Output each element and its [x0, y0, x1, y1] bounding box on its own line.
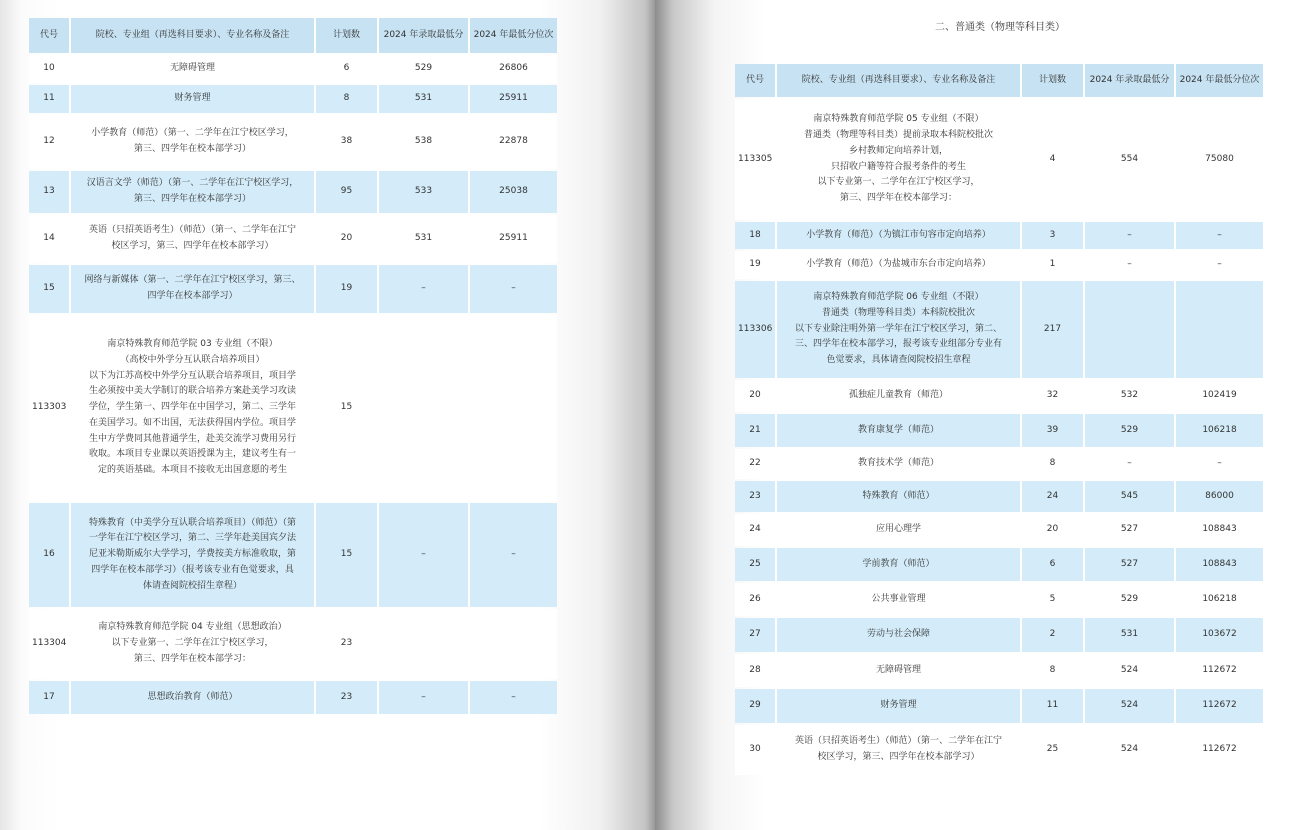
cell-plan: 20	[316, 215, 377, 263]
cell-min-rank: 112672	[1176, 689, 1263, 723]
cell-code: 19	[735, 251, 775, 279]
cell-min-score: 554	[1085, 99, 1174, 220]
cell-min-score: –	[1085, 222, 1174, 249]
cell-min-score: 538	[379, 115, 468, 169]
table-row	[735, 449, 1263, 479]
cell-min-score: 524	[1085, 654, 1174, 687]
cell-code: 21	[735, 414, 775, 447]
cell-min-rank: 86000	[1176, 481, 1263, 512]
table-row	[29, 115, 557, 169]
header-code: 代号	[735, 64, 775, 97]
header-row	[735, 64, 1263, 97]
cell-code: 26	[735, 583, 775, 616]
table-row	[735, 583, 1263, 616]
cell-plan: 6	[1022, 548, 1083, 581]
cell-min-score	[1085, 281, 1174, 378]
cell-name: 南京特殊教育师范学院 04 专业组（思想政治） 以下专业第一、二学年在江宁校区学习， 第三、四学年在校本部学习：	[71, 609, 314, 679]
cell-plan: 8	[1022, 449, 1083, 479]
cell-plan: 8	[1022, 654, 1083, 687]
cell-min-score: –	[379, 265, 468, 313]
cell-plan: 5	[1022, 583, 1083, 616]
cell-min-score	[379, 315, 468, 501]
header-min-score: 2024 年录取最低分	[1085, 64, 1174, 97]
cell-min-score: 524	[1085, 725, 1174, 775]
cell-min-rank: 112672	[1176, 725, 1263, 775]
cell-min-rank: –	[1176, 449, 1263, 479]
cell-code: 27	[735, 618, 775, 652]
header-row	[29, 18, 557, 53]
cell-code: 15	[29, 265, 69, 313]
cell-name: 南京特殊教育师范学院 05 专业组（不限） 普通类（物理等科目类）提前录取本科院校批次 乡村教师定向培养计划， 只招收户籍等符合报考条件的考生 以下专业第一、二学年在江宁校区学习， 第三、四学年在校本部学习：	[777, 99, 1020, 220]
cell-code: 22	[735, 449, 775, 479]
cell-code: 12	[29, 115, 69, 169]
cell-code: 17	[29, 681, 69, 714]
cell-min-score: 531	[379, 85, 468, 113]
table-row	[735, 222, 1263, 249]
cell-name: 财务管理	[71, 85, 314, 113]
cell-min-rank: 22878	[470, 115, 557, 169]
cell-name: 思想政治教育（师范）	[71, 681, 314, 714]
cell-min-score: 527	[1085, 514, 1174, 546]
table-row	[735, 481, 1263, 512]
table-row	[735, 380, 1263, 412]
cell-min-score: 531	[379, 215, 468, 263]
header-min-rank: 2024 年最低分位次	[1176, 64, 1263, 97]
header-plan: 计划数	[1022, 64, 1083, 97]
cell-code: 14	[29, 215, 69, 263]
cell-min-rank: –	[470, 265, 557, 313]
table-row	[29, 171, 557, 213]
section-title: 二、普通类（物理等科目类）	[935, 22, 1065, 33]
cell-code: 11	[29, 85, 69, 113]
table-row	[735, 689, 1263, 723]
cell-min-rank	[1176, 281, 1263, 378]
cell-plan: 1	[1022, 251, 1083, 279]
cell-plan: 32	[1022, 380, 1083, 412]
cell-min-score: 529	[379, 55, 468, 83]
cell-name: 应用心理学	[777, 514, 1020, 546]
cell-min-rank: 75080	[1176, 99, 1263, 220]
cell-code: 16	[29, 503, 69, 607]
cell-code: 113303	[29, 315, 69, 501]
table-row	[735, 654, 1263, 687]
cell-plan: 4	[1022, 99, 1083, 220]
cell-min-score: 524	[1085, 689, 1174, 723]
cell-min-rank: 102419	[1176, 380, 1263, 412]
cell-name: 网络与新媒体（第一、二学年在江宁校区学习，第三、 四学年在校本部学习）	[71, 265, 314, 313]
cell-code: 23	[735, 481, 775, 512]
cell-plan: 11	[1022, 689, 1083, 723]
header-plan: 计划数	[316, 18, 377, 53]
cell-name: 孤独症儿童教育（师范）	[777, 380, 1020, 412]
header-min-rank: 2024 年最低分位次	[470, 18, 557, 53]
table-row	[735, 414, 1263, 447]
cell-min-score: 529	[1085, 414, 1174, 447]
cell-min-score: 545	[1085, 481, 1174, 512]
cell-min-rank: 26806	[470, 55, 557, 83]
cell-min-rank: 25911	[470, 215, 557, 263]
table-row	[29, 265, 557, 313]
cell-name: 劳动与社会保障	[777, 618, 1020, 652]
cell-plan: 6	[316, 55, 377, 83]
table-row	[29, 55, 557, 83]
cell-min-rank: 106218	[1176, 414, 1263, 447]
cell-code: 18	[735, 222, 775, 249]
cell-code: 20	[735, 380, 775, 412]
cell-name: 财务管理	[777, 689, 1020, 723]
cell-plan: 38	[316, 115, 377, 169]
cell-plan: 2	[1022, 618, 1083, 652]
cell-min-rank: –	[1176, 251, 1263, 279]
cell-name: 特殊教育（中美学分互认联合培养项目）（师范）（第 一学年在江宁校区学习，第二、三学年赴美国宾夕法 尼亚米勒斯威尔大学学习，学费按美方标准收取，第 四学年在校本部学习）（报考该专业有色觉要求，具 体请查阅院校招生章程）	[71, 503, 314, 607]
cell-plan: 217	[1022, 281, 1083, 378]
table-row	[29, 681, 557, 714]
table-row	[735, 514, 1263, 546]
cell-plan: 39	[1022, 414, 1083, 447]
cell-name: 公共事业管理	[777, 583, 1020, 616]
cell-min-score: –	[379, 681, 468, 714]
header-code: 代号	[29, 18, 69, 53]
cell-min-score: –	[379, 503, 468, 607]
cell-code: 25	[735, 548, 775, 581]
cell-name: 小学教育（师范）（为镇江市句容市定向培养）	[777, 222, 1020, 249]
cell-name: 小学教育（师范）（为盐城市东台市定向培养）	[777, 251, 1020, 279]
cell-plan: 8	[316, 85, 377, 113]
cell-min-rank: 25038	[470, 171, 557, 213]
header-name: 院校、专业组（再选科目要求）、专业名称及备注	[777, 64, 1020, 97]
cell-name: 学前教育（师范）	[777, 548, 1020, 581]
cell-plan: 95	[316, 171, 377, 213]
cell-name: 英语（只招英语考生）（师范）（第一、二学年在江宁 校区学习，第三、四学年在校本部学习）	[777, 725, 1020, 775]
table-row	[29, 315, 557, 501]
cell-min-score: 531	[1085, 618, 1174, 652]
cell-plan: 23	[316, 609, 377, 679]
cell-name: 教育康复学（师范）	[777, 414, 1020, 447]
cell-code: 13	[29, 171, 69, 213]
table-row	[735, 251, 1263, 279]
cell-plan: 3	[1022, 222, 1083, 249]
table-row	[29, 503, 557, 607]
cell-code: 30	[735, 725, 775, 775]
table-row	[735, 548, 1263, 581]
cell-min-rank: 108843	[1176, 548, 1263, 581]
cell-code: 10	[29, 55, 69, 83]
cell-min-rank: –	[470, 503, 557, 607]
table-row	[29, 609, 557, 679]
cell-plan: 25	[1022, 725, 1083, 775]
header-name: 院校、专业组（再选科目要求）、专业名称及备注	[71, 18, 314, 53]
cell-plan: 15	[316, 503, 377, 607]
cell-min-rank: 106218	[1176, 583, 1263, 616]
table-row	[735, 725, 1263, 775]
cell-plan: 15	[316, 315, 377, 501]
cell-min-rank: 103672	[1176, 618, 1263, 652]
cell-name: 汉语言文学（师范）（第一、二学年在江宁校区学习， 第三、四学年在校本部学习）	[71, 171, 314, 213]
cell-min-rank: 112672	[1176, 654, 1263, 687]
cell-min-score: –	[1085, 449, 1174, 479]
cell-min-rank	[470, 609, 557, 679]
cell-plan: 23	[316, 681, 377, 714]
cell-min-rank	[470, 315, 557, 501]
table-row	[735, 281, 1263, 378]
cell-code: 113306	[735, 281, 775, 378]
cell-min-rank: –	[470, 681, 557, 714]
cell-min-score: 533	[379, 171, 468, 213]
header-min-score: 2024 年录取最低分	[379, 18, 468, 53]
cell-name: 无障碍管理	[777, 654, 1020, 687]
cell-name: 无障碍管理	[71, 55, 314, 83]
cell-min-rank: 25911	[470, 85, 557, 113]
cell-code: 28	[735, 654, 775, 687]
cell-name: 小学教育（师范）（第一、二学年在江宁校区学习， 第三、四学年在校本部学习）	[71, 115, 314, 169]
cell-code: 29	[735, 689, 775, 723]
table-row	[29, 85, 557, 113]
cell-code: 113304	[29, 609, 69, 679]
cell-name: 南京特殊教育师范学院 03 专业组（不限） （高校中外学分互认联合培养项目） 以下为江苏高校中外学分互认联合培养项目，项目学 生必须按中美大学制订的联合培养方案赴美学习攻读 学位，学生第一、四学年在中国学习，第二、三学年 在美国学习。如不出国，无法获得国内学位。项目学 生中方学费同其他普通学生，赴美交流学习费用另行 收取。本项目专业课以英语授课为主，建议考生有一 定的英语基础。本项目不接收无出国意愿的考生	[71, 315, 314, 501]
table-row	[29, 215, 557, 263]
table-row	[735, 618, 1263, 652]
cell-code: 113305	[735, 99, 775, 220]
cell-min-rank: –	[1176, 222, 1263, 249]
cell-min-rank: 108843	[1176, 514, 1263, 546]
cell-name: 特殊教育（师范）	[777, 481, 1020, 512]
table-row	[735, 99, 1263, 220]
cell-name: 南京特殊教育师范学院 06 专业组（不限） 普通类（物理等科目类）本科院校批次 以下专业除注明外第一学年在江宁校区学习，第二、 三、四学年在校本部学习，报考该专业组部分专业有 色觉要求，具体请查阅院校招生章程	[777, 281, 1020, 378]
cell-min-score: 527	[1085, 548, 1174, 581]
admission-table-right	[733, 62, 1265, 777]
cell-min-score: 532	[1085, 380, 1174, 412]
cell-plan: 24	[1022, 481, 1083, 512]
cell-min-score: –	[1085, 251, 1174, 279]
cell-name: 英语（只招英语考生）（师范）（第一、二学年在江宁 校区学习，第三、四学年在校本部学习）	[71, 215, 314, 263]
cell-code: 24	[735, 514, 775, 546]
cell-plan: 20	[1022, 514, 1083, 546]
cell-min-score	[379, 609, 468, 679]
cell-name: 教育技术学（师范）	[777, 449, 1020, 479]
admission-table-left	[27, 16, 559, 716]
cell-plan: 19	[316, 265, 377, 313]
cell-min-score: 529	[1085, 583, 1174, 616]
